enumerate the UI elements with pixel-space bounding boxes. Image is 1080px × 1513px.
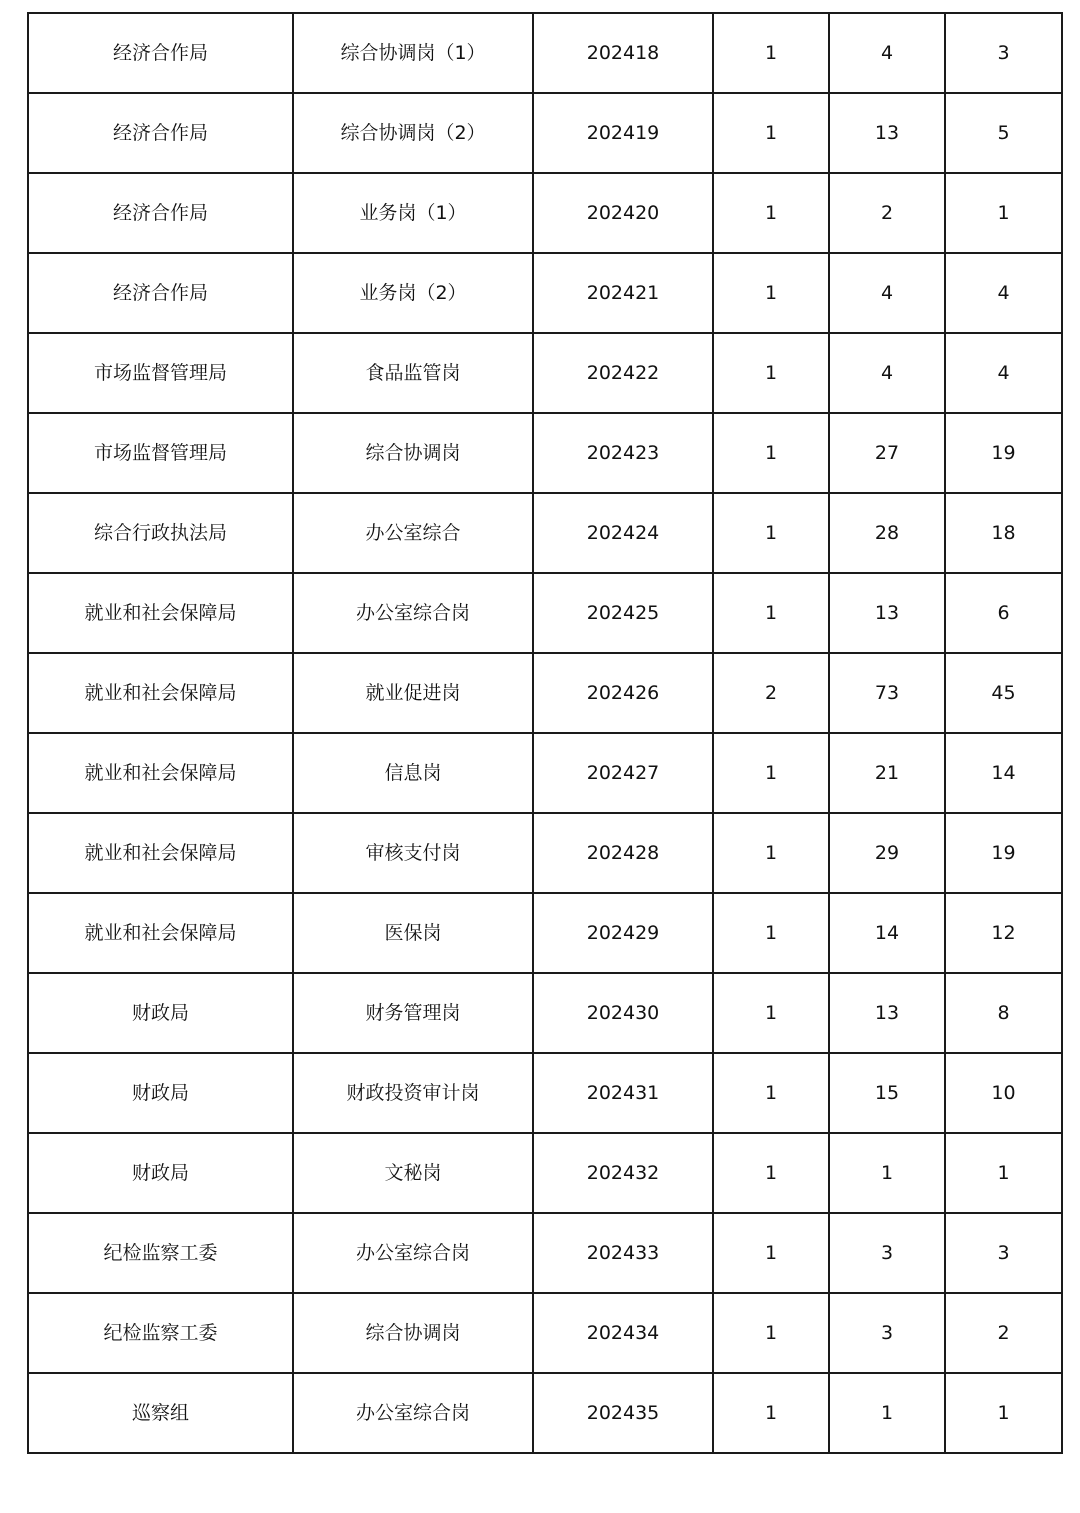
- table-row: [28, 573, 1062, 653]
- quota-cell: 1: [713, 413, 829, 493]
- table-row: [28, 253, 1062, 333]
- position-code-cell: 202431: [533, 1053, 713, 1133]
- position-cell: 就业促进岗: [293, 653, 533, 733]
- table-row: [28, 1133, 1062, 1213]
- quota-cell: 1: [713, 893, 829, 973]
- qualified-cell: 4: [945, 333, 1062, 413]
- table-body: [28, 13, 1062, 1453]
- position-cell: 办公室综合岗: [293, 573, 533, 653]
- position-cell: 综合协调岗: [293, 413, 533, 493]
- position-code-cell: 202433: [533, 1213, 713, 1293]
- table-row: [28, 1373, 1062, 1453]
- qualified-cell: 3: [945, 1213, 1062, 1293]
- applicants-cell: 28: [829, 493, 945, 573]
- applicants-cell: 1: [829, 1133, 945, 1213]
- quota-cell: 1: [713, 493, 829, 573]
- qualified-cell: 1: [945, 173, 1062, 253]
- department-cell: 巡察组: [28, 1373, 293, 1453]
- department-cell: 纪检监察工委: [28, 1213, 293, 1293]
- applicants-cell: 13: [829, 93, 945, 173]
- table-row: [28, 93, 1062, 173]
- table-row: [28, 13, 1062, 93]
- table-row: [28, 973, 1062, 1053]
- qualified-cell: 10: [945, 1053, 1062, 1133]
- department-cell: 经济合作局: [28, 253, 293, 333]
- position-code-cell: 202419: [533, 93, 713, 173]
- table-row: [28, 1213, 1062, 1293]
- department-cell: 财政局: [28, 973, 293, 1053]
- department-cell: 市场监督管理局: [28, 413, 293, 493]
- quota-cell: 1: [713, 253, 829, 333]
- position-code-cell: 202427: [533, 733, 713, 813]
- department-cell: 市场监督管理局: [28, 333, 293, 413]
- department-cell: 综合行政执法局: [28, 493, 293, 573]
- position-cell: 业务岗（2）: [293, 253, 533, 333]
- applicants-cell: 4: [829, 333, 945, 413]
- table-row: [28, 493, 1062, 573]
- department-cell: 就业和社会保障局: [28, 893, 293, 973]
- position-code-cell: 202432: [533, 1133, 713, 1213]
- qualified-cell: 18: [945, 493, 1062, 573]
- quota-cell: 1: [713, 173, 829, 253]
- quota-cell: 1: [713, 973, 829, 1053]
- position-code-cell: 202428: [533, 813, 713, 893]
- position-cell: 医保岗: [293, 893, 533, 973]
- position-cell: 信息岗: [293, 733, 533, 813]
- quota-cell: 1: [713, 733, 829, 813]
- applicants-cell: 13: [829, 973, 945, 1053]
- position-code-cell: 202422: [533, 333, 713, 413]
- department-cell: 财政局: [28, 1053, 293, 1133]
- table-row: [28, 1053, 1062, 1133]
- applicants-cell: 21: [829, 733, 945, 813]
- position-code-cell: 202423: [533, 413, 713, 493]
- position-cell: 办公室综合岗: [293, 1373, 533, 1453]
- quota-cell: 1: [713, 1373, 829, 1453]
- position-code-cell: 202430: [533, 973, 713, 1053]
- department-cell: 纪检监察工委: [28, 1293, 293, 1373]
- applicants-cell: 29: [829, 813, 945, 893]
- applicants-cell: 3: [829, 1213, 945, 1293]
- applicants-cell: 4: [829, 13, 945, 93]
- quota-cell: 1: [713, 1213, 829, 1293]
- position-cell: 综合协调岗: [293, 1293, 533, 1373]
- position-cell: 文秘岗: [293, 1133, 533, 1213]
- table-row: [28, 1293, 1062, 1373]
- qualified-cell: 19: [945, 813, 1062, 893]
- quota-cell: 1: [713, 1133, 829, 1213]
- qualified-cell: 45: [945, 653, 1062, 733]
- position-cell: 食品监管岗: [293, 333, 533, 413]
- position-cell: 办公室综合: [293, 493, 533, 573]
- qualified-cell: 1: [945, 1373, 1062, 1453]
- applicants-cell: 15: [829, 1053, 945, 1133]
- quota-cell: 1: [713, 813, 829, 893]
- table-row: [28, 413, 1062, 493]
- qualified-cell: 5: [945, 93, 1062, 173]
- qualified-cell: 3: [945, 13, 1062, 93]
- table-row: [28, 173, 1062, 253]
- applicants-cell: 14: [829, 893, 945, 973]
- department-cell: 就业和社会保障局: [28, 573, 293, 653]
- qualified-cell: 12: [945, 893, 1062, 973]
- quota-cell: 1: [713, 13, 829, 93]
- quota-cell: 2: [713, 653, 829, 733]
- applicants-cell: 73: [829, 653, 945, 733]
- department-cell: 就业和社会保障局: [28, 733, 293, 813]
- qualified-cell: 14: [945, 733, 1062, 813]
- department-cell: 经济合作局: [28, 173, 293, 253]
- recruitment-table: [27, 12, 1063, 1454]
- position-cell: 财务管理岗: [293, 973, 533, 1053]
- quota-cell: 1: [713, 333, 829, 413]
- table-row: [28, 653, 1062, 733]
- position-code-cell: 202425: [533, 573, 713, 653]
- position-code-cell: 202418: [533, 13, 713, 93]
- department-cell: 经济合作局: [28, 93, 293, 173]
- position-code-cell: 202435: [533, 1373, 713, 1453]
- qualified-cell: 1: [945, 1133, 1062, 1213]
- table-row: [28, 893, 1062, 973]
- qualified-cell: 8: [945, 973, 1062, 1053]
- position-cell: 业务岗（1）: [293, 173, 533, 253]
- qualified-cell: 4: [945, 253, 1062, 333]
- position-cell: 办公室综合岗: [293, 1213, 533, 1293]
- qualified-cell: 2: [945, 1293, 1062, 1373]
- position-cell: 财政投资审计岗: [293, 1053, 533, 1133]
- quota-cell: 1: [713, 93, 829, 173]
- position-cell: 综合协调岗（2）: [293, 93, 533, 173]
- quota-cell: 1: [713, 1053, 829, 1133]
- table-row: [28, 733, 1062, 813]
- position-code-cell: 202434: [533, 1293, 713, 1373]
- applicants-cell: 13: [829, 573, 945, 653]
- department-cell: 就业和社会保障局: [28, 653, 293, 733]
- quota-cell: 1: [713, 573, 829, 653]
- quota-cell: 1: [713, 1293, 829, 1373]
- department-cell: 就业和社会保障局: [28, 813, 293, 893]
- qualified-cell: 19: [945, 413, 1062, 493]
- position-cell: 审核支付岗: [293, 813, 533, 893]
- position-code-cell: 202424: [533, 493, 713, 573]
- department-cell: 财政局: [28, 1133, 293, 1213]
- position-code-cell: 202429: [533, 893, 713, 973]
- applicants-cell: 27: [829, 413, 945, 493]
- table-row: [28, 813, 1062, 893]
- position-code-cell: 202421: [533, 253, 713, 333]
- applicants-cell: 4: [829, 253, 945, 333]
- position-cell: 综合协调岗（1）: [293, 13, 533, 93]
- position-code-cell: 202420: [533, 173, 713, 253]
- applicants-cell: 1: [829, 1373, 945, 1453]
- applicants-cell: 3: [829, 1293, 945, 1373]
- applicants-cell: 2: [829, 173, 945, 253]
- department-cell: 经济合作局: [28, 13, 293, 93]
- table-row: [28, 333, 1062, 413]
- position-code-cell: 202426: [533, 653, 713, 733]
- qualified-cell: 6: [945, 573, 1062, 653]
